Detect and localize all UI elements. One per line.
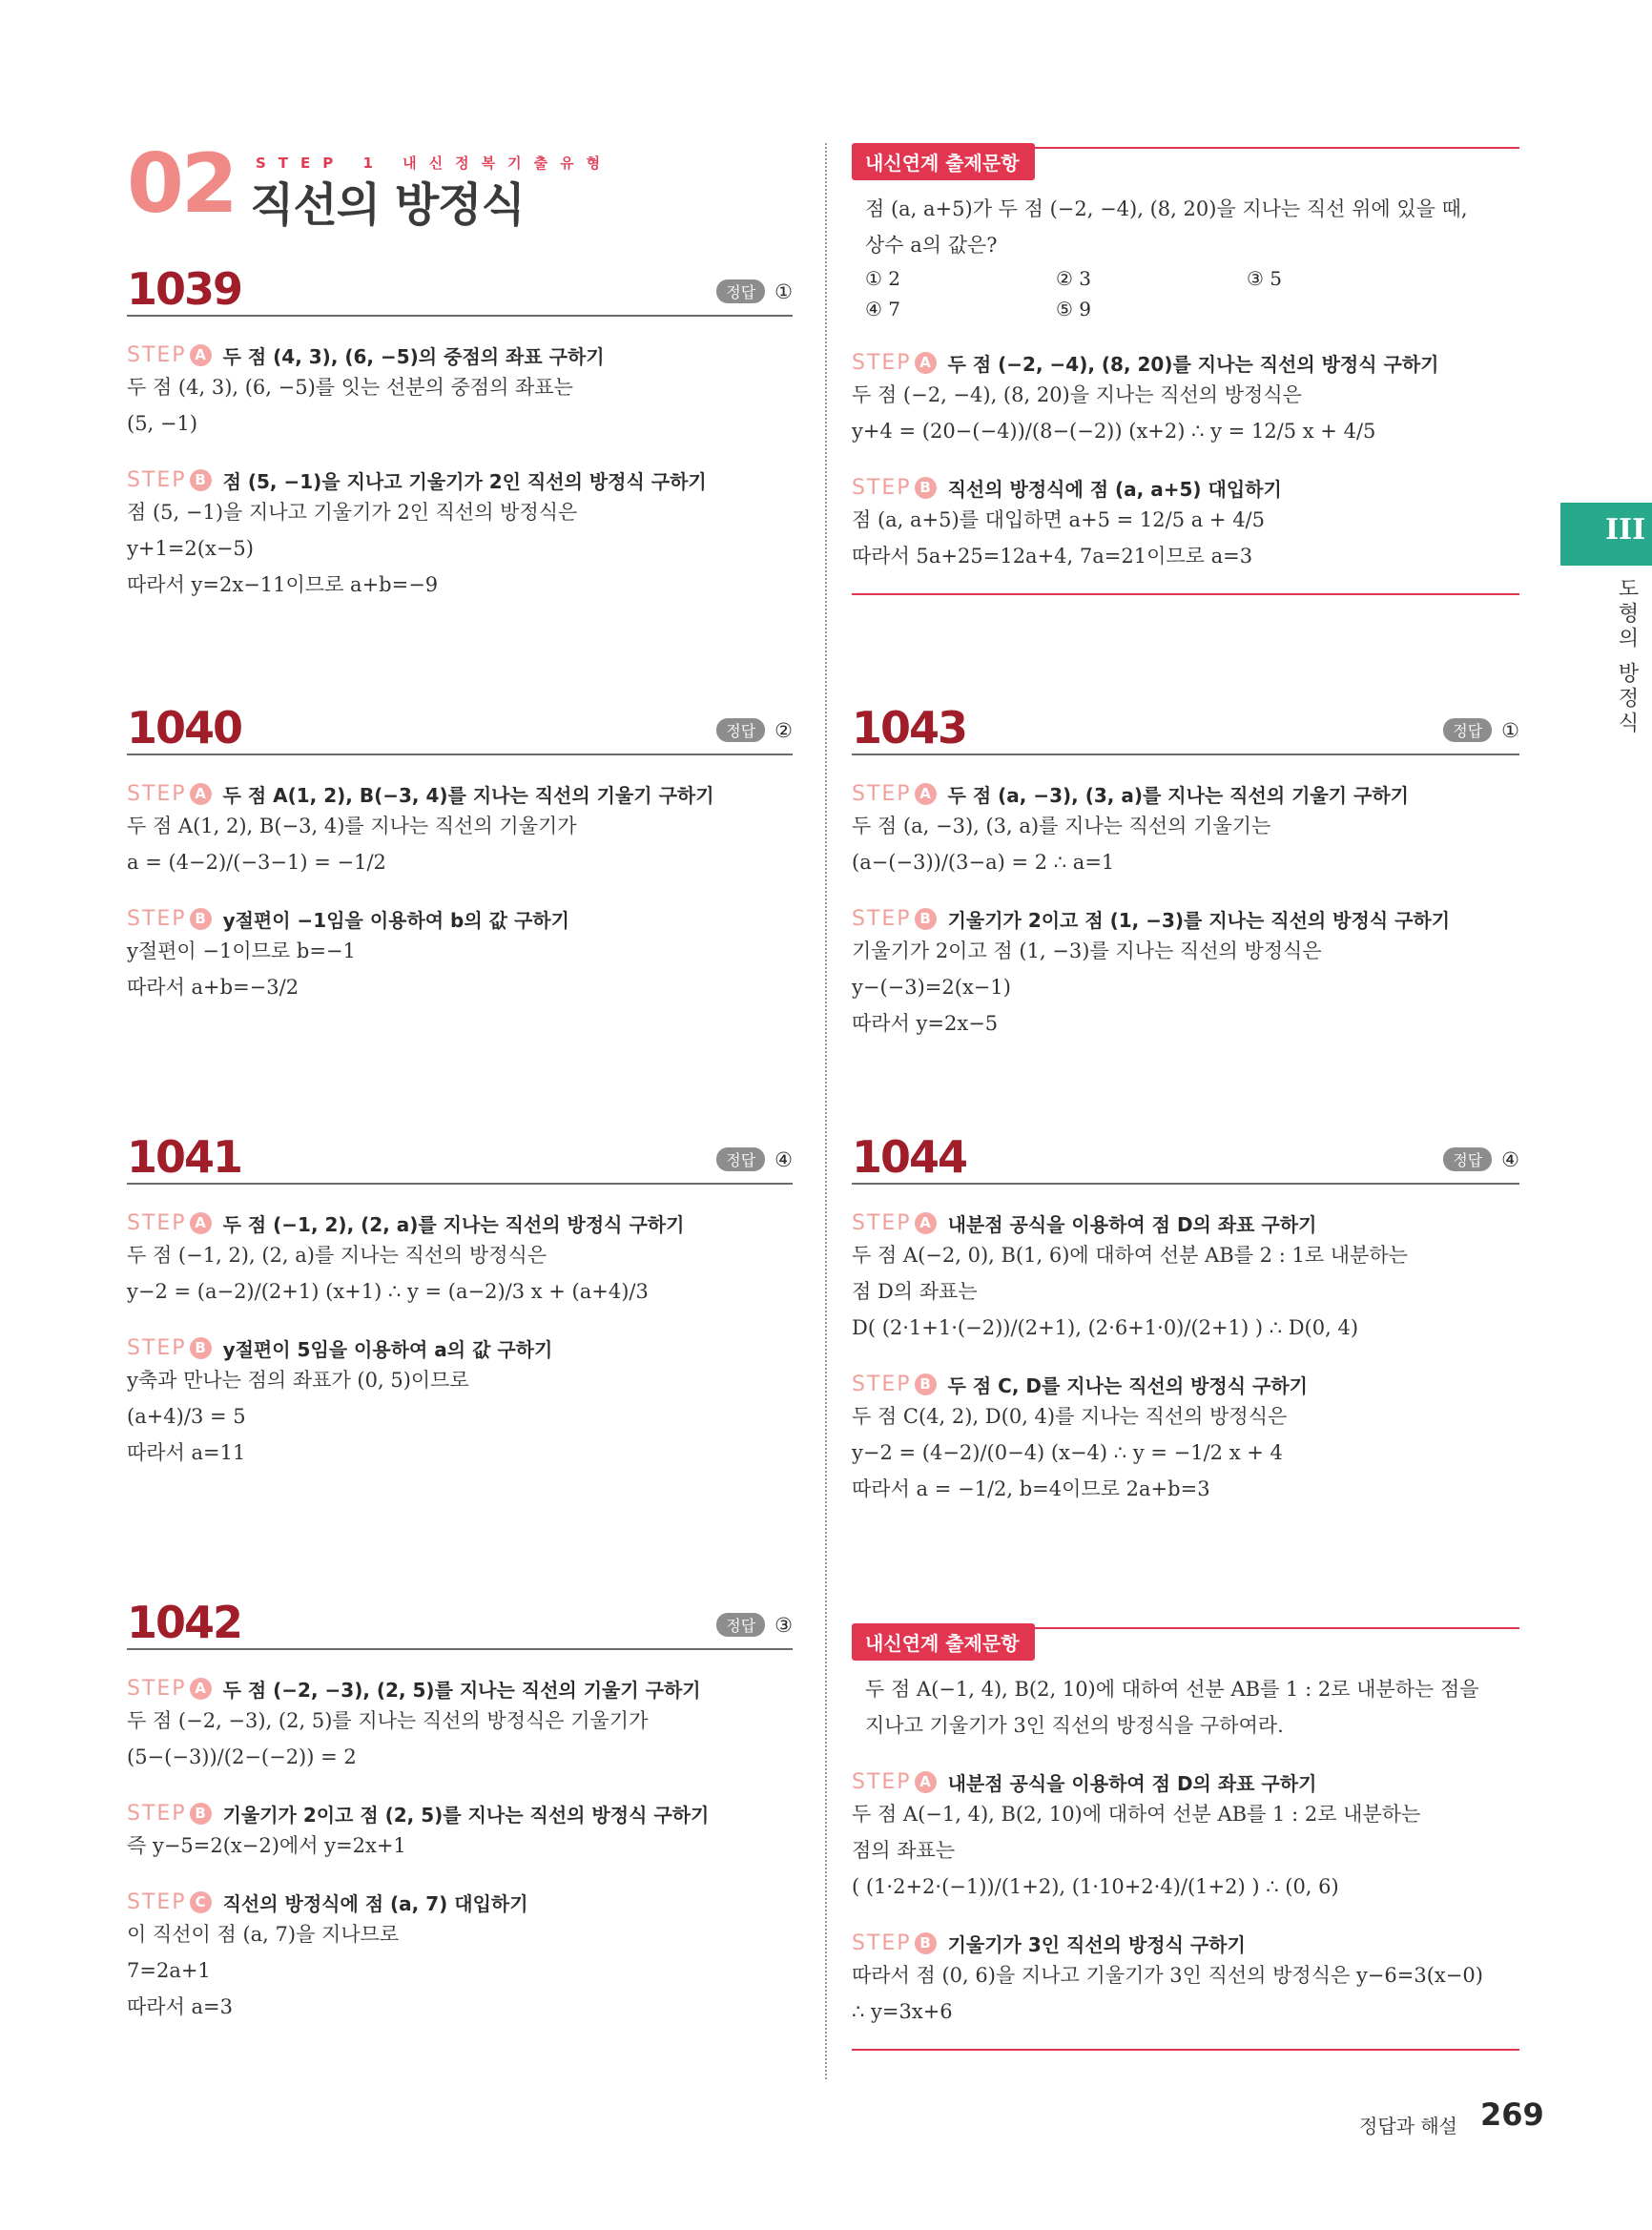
step-label: STEP B (127, 907, 212, 931)
step-label: STEP B (127, 1802, 212, 1826)
exam-linked-header (852, 1623, 1519, 1662)
problem-header (127, 246, 793, 317)
solution-line: (a−(−3))/(3−a) = 2 ∴ a=1 (852, 851, 1115, 874)
solution-line: (5, −1) (127, 412, 198, 435)
step-a (852, 349, 1519, 377)
step-letter-badge: B (190, 1337, 212, 1359)
step-title: y절편이 5임을 이용하여 a의 값 구하기 (222, 1338, 553, 1361)
column-divider (825, 143, 827, 2079)
solution-line: 따라서 a = −1/2, b=4이므로 2a+b=3 (852, 1477, 1210, 1500)
step-letter-badge: A (915, 352, 937, 374)
solution-line: 두 점 (4, 3), (6, −5)를 잇는 선분의 중점의 좌표는 (127, 376, 573, 399)
step-label: STEP B (127, 468, 212, 492)
step-title: 내분점 공식을 이용하여 점 D의 좌표 구하기 (947, 1772, 1317, 1795)
answer (1443, 718, 1519, 742)
exam-linked-tag: 내신연계 출제문항 (852, 143, 1035, 180)
solution-line: 점의 좌표는 (852, 1839, 956, 1862)
step-label: STEP B (852, 1931, 937, 1955)
step-label: STEP A (127, 1211, 212, 1235)
chapter-number: 02 (127, 136, 236, 232)
step-letter-badge: B (915, 477, 937, 499)
step-letter-badge: A (190, 344, 212, 366)
step-title: 두 점 (4, 3), (6, −5)의 중점의 좌표 구하기 (222, 345, 605, 368)
choices-row (852, 294, 1519, 324)
answer (1443, 1147, 1519, 1171)
solution-line: 따라서 a+b=−3/2 (127, 976, 299, 999)
exam-linked-problem-1 (852, 143, 1519, 595)
problem-number: 1040 (127, 702, 242, 754)
solution-line: y−(−3)=2(x−1) (852, 976, 1011, 999)
answer (716, 279, 793, 303)
problem-1041 (127, 1114, 793, 1471)
step-label: STEP A (852, 1211, 937, 1235)
question-line: 점 (a, a+5)가 두 점 (−2, −4), (8, 20)을 지나는 직선 위에 있을 때, (865, 197, 1468, 220)
step-letter-badge: A (915, 783, 937, 805)
step-label: STEP A (127, 782, 212, 806)
solution-line: 두 점 (−2, −4), (8, 20)을 지나는 직선의 방정식은 (852, 383, 1302, 406)
step-title: 점 (5, −1)을 지나고 기울기가 2인 직선의 방정식 구하기 (222, 470, 707, 493)
step-title: 직선의 방정식에 점 (a, 7) 대입하기 (222, 1892, 528, 1915)
solution-line: 두 점 (−2, −3), (2, 5)를 지나는 직선의 방정식은 기울기가 (127, 1709, 649, 1732)
solution-line: 점 (5, −1)을 지나고 기울기가 2인 직선의 방정식은 (127, 501, 578, 524)
solution-line: (a+4)/3 = 5 (127, 1405, 246, 1428)
step-title: 기울기가 3인 직선의 방정식 구하기 (947, 1933, 1246, 1956)
solution-line: 이 직선이 점 (a, 7)을 지나므로 (127, 1923, 400, 1946)
step-title: 두 점 (−2, −3), (2, 5)를 지나는 직선의 기울기 구하기 (222, 1679, 701, 1702)
answer-value: ② (774, 718, 793, 742)
choice: ① 2 (865, 267, 901, 290)
question-line: 상수 a의 값은? (865, 234, 998, 257)
step-label: STEP A (852, 1770, 937, 1794)
solution-line: y축과 만나는 점의 좌표가 (0, 5)이므로 (127, 1369, 469, 1392)
problem-1042 (127, 1580, 793, 2025)
answer-badge: 정답 (716, 1147, 765, 1171)
step-letter-badge: B (190, 1803, 212, 1825)
footer-label: 정답과 해설 (1359, 2115, 1457, 2137)
solution-line: 따라서 y=2x−11이므로 a+b=−9 (127, 573, 439, 596)
solution-line: 따라서 점 (0, 6)을 지나고 기울기가 3인 직선의 방정식은 y−6=3(x−0) (852, 1964, 1483, 1987)
answer-badge: 정답 (716, 279, 765, 303)
solution-line: 7=2a+1 (127, 1959, 211, 1982)
solution-line: y+1=2(x−5) (127, 537, 254, 560)
step-a (852, 1768, 1519, 1796)
chapter-step-label: STEP 1 내신정복기출유형 (256, 155, 613, 172)
step-title: 두 점 (a, −3), (3, a)를 지나는 직선의 기울기 구하기 (947, 784, 1409, 807)
solution-line: (5−(−3))/(2−(−2)) = 2 (127, 1745, 357, 1768)
step-label: STEP A (127, 1677, 212, 1701)
choice: ⑤ 9 (1056, 298, 1092, 320)
step-label: STEP B (852, 1373, 937, 1396)
step-label: STEP B (127, 1336, 212, 1360)
step-label: STEP B (852, 476, 937, 500)
solution-line: 두 점 A(−1, 4), B(2, 10)에 대하여 선분 AB를 1 : 2로 내분하는 (852, 1803, 1421, 1826)
answer (716, 1613, 793, 1637)
step-b (127, 905, 793, 933)
solution-line: 따라서 y=2x−5 (852, 1012, 999, 1035)
solution-line: 두 점 C(4, 2), D(0, 4)를 지나는 직선의 방정식은 (852, 1405, 1288, 1428)
solution-line: ∴ y=3x+6 (852, 2000, 953, 2023)
step-label: STEP A (852, 351, 937, 375)
solution-line: 따라서 5a+25=12a+4, 7a=21이므로 a=3 (852, 545, 1253, 568)
solution-line: 두 점 (−1, 2), (2, a)를 지나는 직선의 방정식은 (127, 1244, 547, 1267)
step-letter-badge: B (190, 469, 212, 491)
chapter-side-text: 도형의 방정식 (1615, 577, 1639, 736)
problem-1039 (127, 246, 793, 603)
step-letter-badge: B (915, 1373, 937, 1395)
answer-badge: 정답 (1443, 1147, 1492, 1171)
problem-header (127, 685, 793, 755)
choice: ③ 5 (1247, 267, 1283, 290)
solution-line: y−2 = (a−2)/(2+1) (x+1) ∴ y = (a−2)/3 x + (a+4)/3 (127, 1280, 649, 1303)
exam-linked-header (852, 143, 1519, 181)
solution-line: 기울기가 2이고 점 (1, −3)를 지나는 직선의 방정식은 (852, 939, 1322, 962)
exam-linked-bottom-rule (852, 593, 1519, 595)
answer (716, 718, 793, 742)
answer (716, 1147, 793, 1171)
exam-linked-question (852, 191, 1519, 263)
problem-1043 (852, 685, 1519, 1042)
chapter-side-tab-label: III (1605, 513, 1646, 547)
problem-number: 1039 (127, 263, 242, 315)
step-letter-badge: B (915, 1932, 937, 1954)
problem-header (852, 685, 1519, 755)
answer-value: ④ (774, 1147, 793, 1171)
step-label: STEP B (852, 907, 937, 931)
step-b (127, 1800, 793, 1827)
choice: ② 3 (1056, 267, 1092, 290)
problem-header (127, 1580, 793, 1650)
choices-row (852, 263, 1519, 294)
step-title: 기울기가 2이고 점 (2, 5)를 지나는 직선의 방정식 구하기 (222, 1804, 710, 1827)
page-number: 269 (1480, 2096, 1544, 2133)
exam-linked-bottom-rule (852, 2049, 1519, 2051)
solution-line: a = (4−2)/(−3−1) = −1/2 (127, 851, 386, 874)
step-label: STEP A (127, 343, 212, 367)
step-title: 직선의 방정식에 점 (a, a+5) 대입하기 (947, 478, 1282, 501)
problem-header (852, 1114, 1519, 1185)
step-letter-badge: A (915, 1771, 937, 1793)
step-b (852, 474, 1519, 502)
step-b (127, 466, 793, 494)
problem-header (127, 1114, 793, 1185)
problem-number: 1042 (127, 1597, 242, 1648)
step-b (852, 905, 1519, 933)
answer-value: ① (1501, 718, 1519, 742)
step-c (127, 1889, 793, 1916)
solution-line: 점 (a, a+5)를 대입하면 a+5 = 12/5 a + 4/5 (852, 508, 1265, 531)
solution-line: 즉 y−5=2(x−2)에서 y=2x+1 (127, 1834, 406, 1857)
solution-line: y절편이 −1이므로 b=−1 (127, 939, 356, 962)
step-title: y절편이 −1임을 이용하여 b의 값 구하기 (222, 909, 569, 932)
step-title: 내분점 공식을 이용하여 점 D의 좌표 구하기 (947, 1213, 1317, 1236)
step-b (127, 1334, 793, 1362)
answer-value: ④ (1501, 1147, 1519, 1171)
step-title: 기울기가 2이고 점 (1, −3)를 지나는 직선의 방정식 구하기 (947, 909, 1451, 932)
exam-linked-question (852, 1671, 1519, 1744)
step-title: 두 점 (−1, 2), (2, a)를 지나는 직선의 방정식 구하기 (222, 1213, 685, 1236)
problem-1044 (852, 1114, 1519, 1507)
problem-1040 (127, 685, 793, 1005)
step-letter-badge: A (190, 783, 212, 805)
solution-line: 두 점 A(−2, 0), B(1, 6)에 대하여 선분 AB를 2 : 1로 내분하는 (852, 1244, 1408, 1267)
step-title: 두 점 A(1, 2), B(−3, 4)를 지나는 직선의 기울기 구하기 (222, 784, 714, 807)
solution-line: y+4 = (20−(−4))/(8−(−2)) (x+2) ∴ y = 12/5 x + 4/5 (852, 420, 1376, 443)
step-letter-badge: A (915, 1212, 937, 1234)
step-title: 두 점 (−2, −4), (8, 20)를 지나는 직선의 방정식 구하기 (947, 353, 1439, 376)
solution-line: 두 점 A(1, 2), B(−3, 4)를 지나는 직선의 기울기가 (127, 815, 577, 837)
answer-value: ① (774, 279, 793, 303)
solution-line: y−2 = (4−2)/(0−4) (x−4) ∴ y = −1/2 x + 4 (852, 1441, 1283, 1464)
solution-line: 점 D의 좌표는 (852, 1280, 978, 1303)
solution-line: 따라서 a=3 (127, 1995, 234, 2018)
problem-number: 1043 (852, 702, 967, 754)
step-a (852, 780, 1519, 808)
exam-linked-tag: 내신연계 출제문항 (852, 1623, 1035, 1661)
step-letter-badge: C (190, 1891, 212, 1913)
question-line: 두 점 A(−1, 4), B(2, 10)에 대하여 선분 AB를 1 : 2로 내분하는 점을 (865, 1678, 1479, 1701)
step-a (127, 341, 793, 369)
step-letter-badge: A (190, 1678, 212, 1700)
step-a (127, 780, 793, 808)
step-letter-badge: A (190, 1212, 212, 1234)
step-label: STEP C (127, 1890, 212, 1914)
step-a (127, 1209, 793, 1237)
solution-line: D( (2·1+1·(−2))/(2+1), (2·6+1·0)/(2+1) ) ∴ D(0, 4) (852, 1316, 1359, 1339)
step-a (852, 1209, 1519, 1237)
step-a (127, 1675, 793, 1703)
exam-linked-problem-2 (852, 1623, 1519, 2051)
choice: ④ 7 (865, 298, 901, 320)
step-label: STEP A (852, 782, 937, 806)
step-b (852, 1371, 1519, 1398)
question-line: 지나고 기울기가 3인 직선의 방정식을 구하여라. (865, 1714, 1284, 1737)
answer-badge: 정답 (1443, 718, 1492, 742)
answer-value: ③ (774, 1613, 793, 1637)
problem-number: 1041 (127, 1131, 242, 1183)
answer-badge: 정답 (716, 1613, 765, 1637)
step-letter-badge: B (915, 908, 937, 930)
answer-badge: 정답 (716, 718, 765, 742)
chapter-title: 직선의 방정식 (250, 178, 525, 232)
solution-line: 두 점 (a, −3), (3, a)를 지나는 직선의 기울기는 (852, 815, 1271, 837)
solution-line: 따라서 a=11 (127, 1441, 246, 1464)
step-letter-badge: B (190, 908, 212, 930)
problem-number: 1044 (852, 1131, 967, 1183)
step-title: 두 점 C, D를 지나는 직선의 방정식 구하기 (947, 1374, 1308, 1397)
solution-line: ( (1·2+2·(−1))/(1+2), (1·10+2·4)/(1+2) ) ∴ (0, 6) (852, 1875, 1339, 1898)
step-b (852, 1930, 1519, 1957)
